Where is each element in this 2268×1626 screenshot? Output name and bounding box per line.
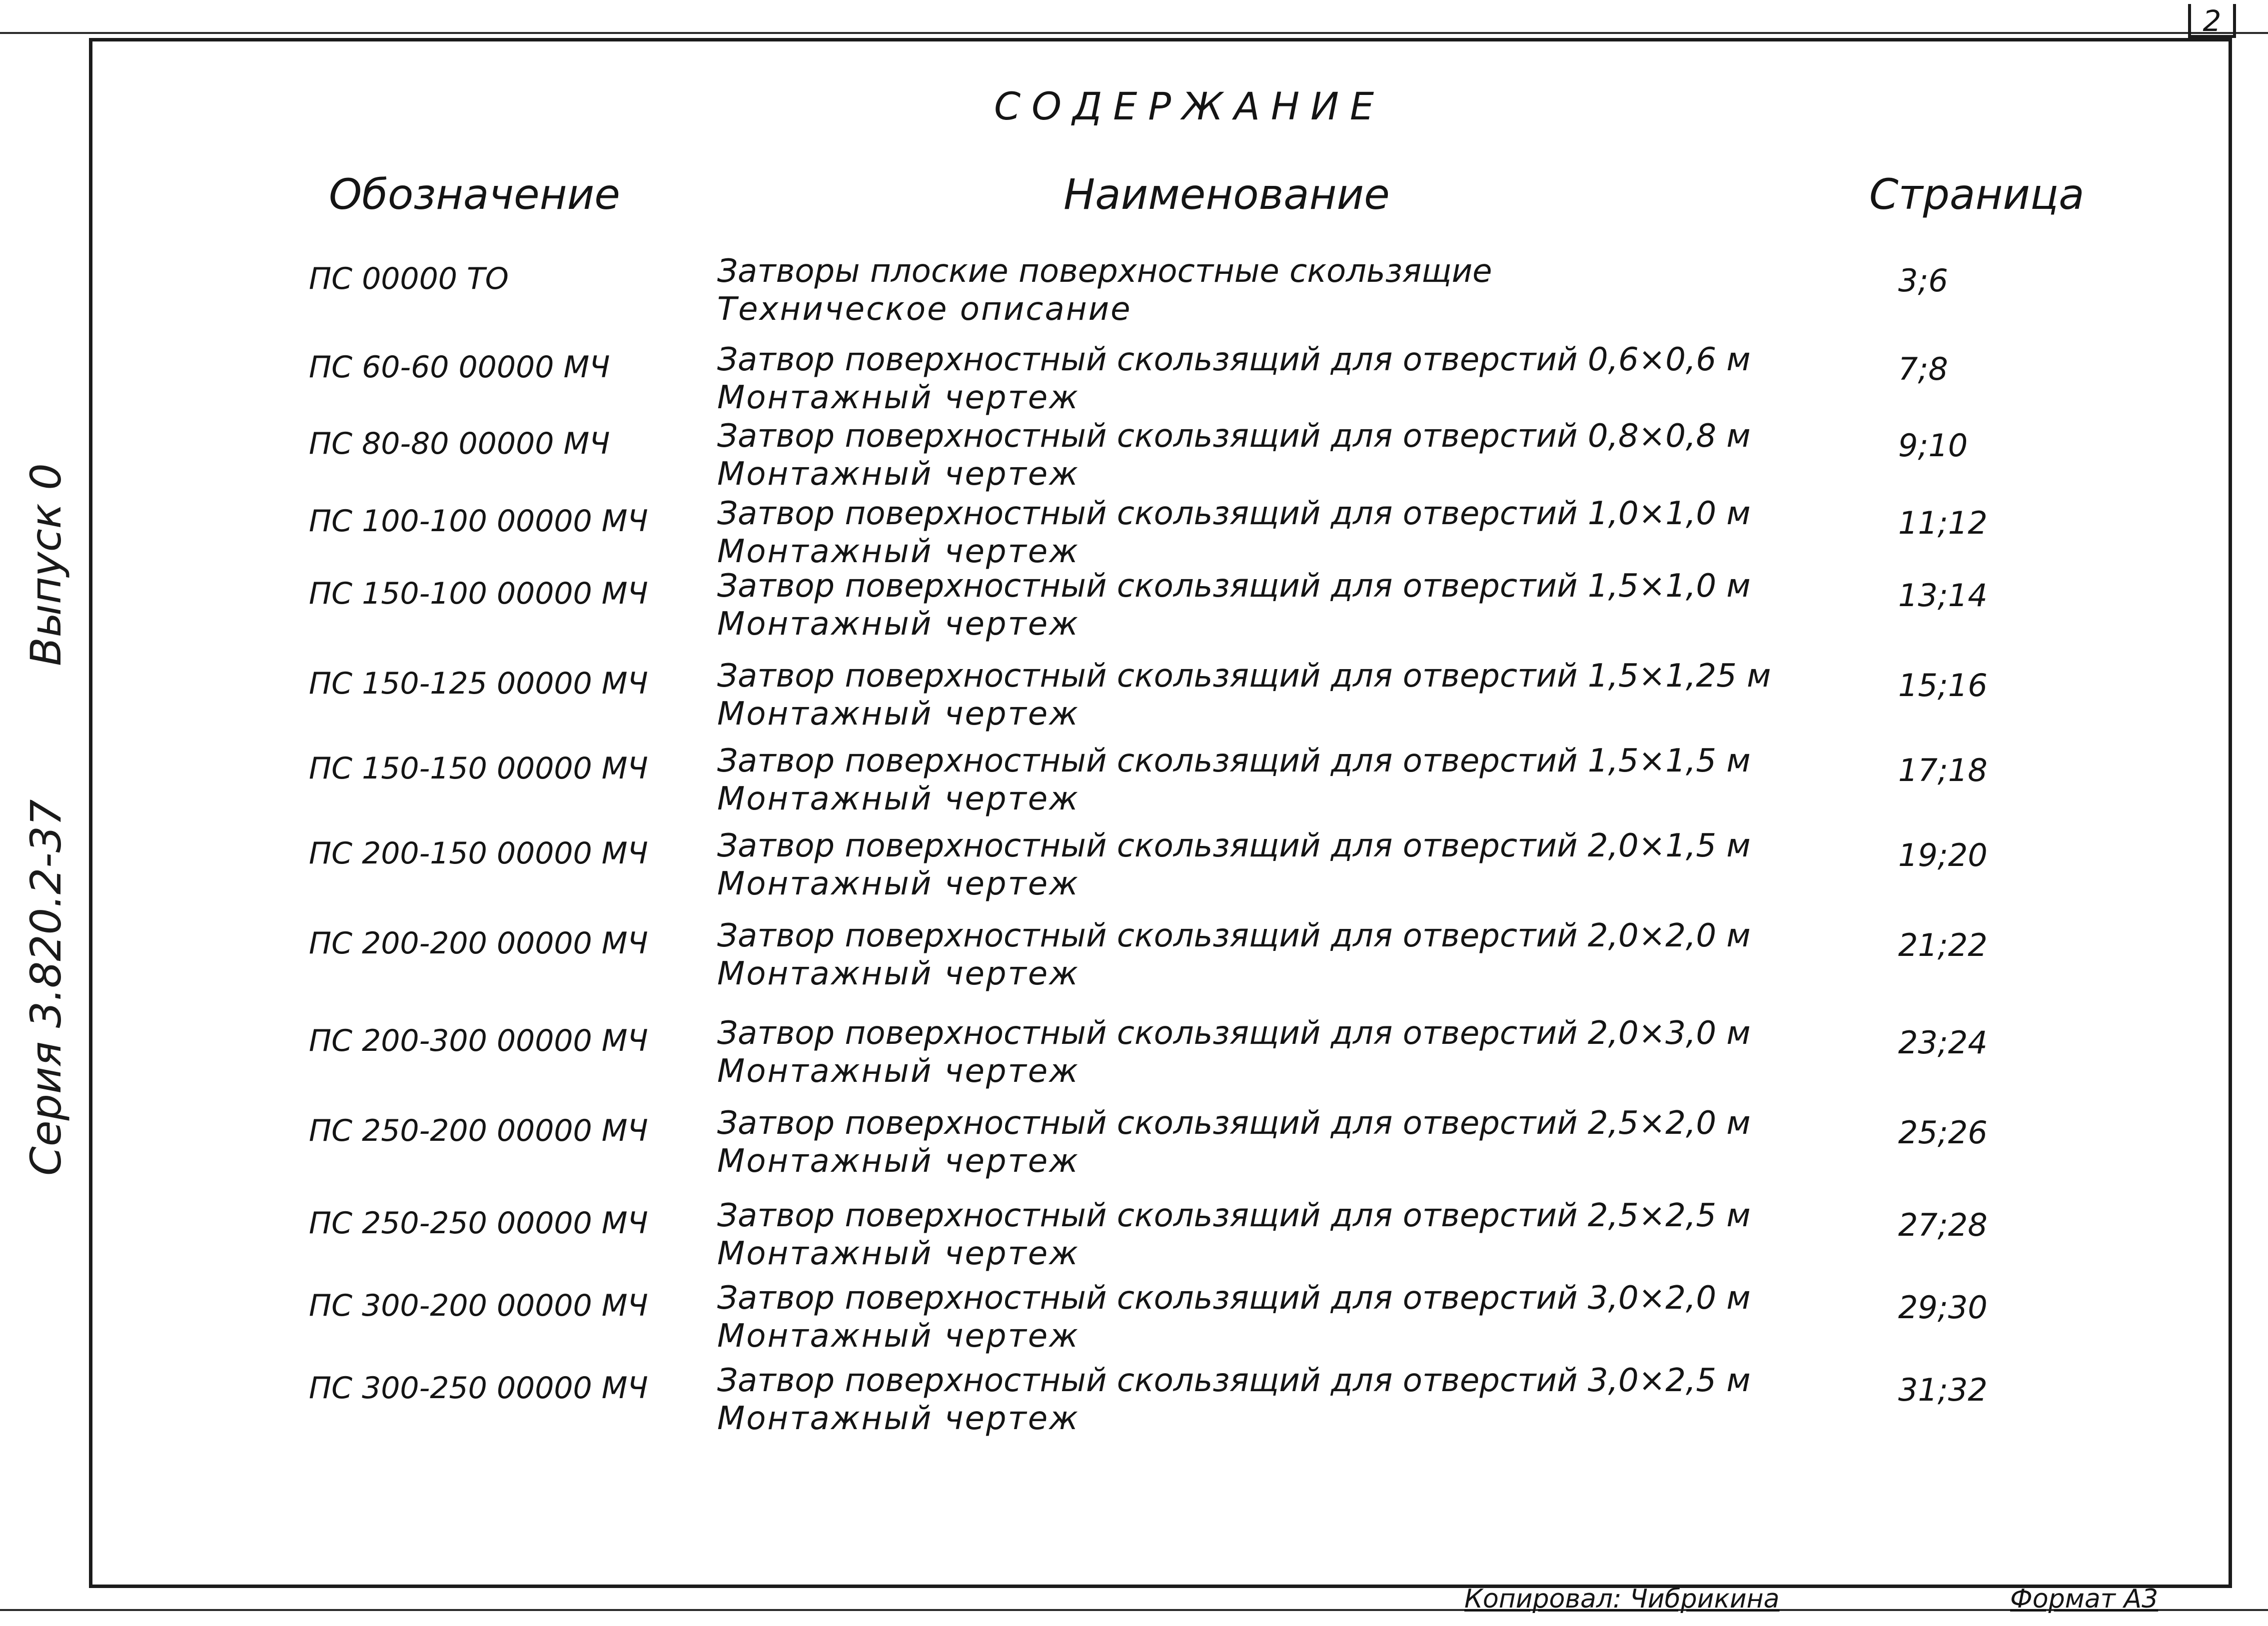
- row-title: Затвор поверхностный скользящий для отверстий 1,5×1,0 м: [717, 568, 1751, 605]
- sheet-number-box: [2188, 4, 2236, 38]
- table-row: [0, 495, 2268, 570]
- row-subtitle: Монтажный чертеж: [717, 1053, 1080, 1090]
- table-row: [0, 917, 2268, 992]
- column-header-name: Наименование: [1064, 170, 1390, 219]
- row-name: [717, 742, 1751, 818]
- row-name: [717, 252, 1492, 328]
- table-row: [0, 742, 2268, 817]
- row-pages: 25;26: [1898, 1114, 1988, 1151]
- row-subtitle: Монтажный чертеж: [717, 606, 1080, 643]
- table-row: [0, 1362, 2268, 1437]
- row-subtitle: Монтажный чертеж: [717, 1235, 1080, 1272]
- table-row: [0, 1014, 2268, 1089]
- table-row: [0, 1279, 2268, 1354]
- row-code: ПС 150-100 00000 МЧ: [309, 576, 648, 611]
- row-title: Затвор поверхностный скользящий для отверстий 0,8×0,8 м: [717, 418, 1751, 455]
- row-code: ПС 200-200 00000 МЧ: [309, 926, 648, 961]
- row-subtitle: Техническое описание: [717, 291, 1132, 328]
- row-pages: 15;16: [1898, 667, 1988, 704]
- row-subtitle: Монтажный чертеж: [717, 696, 1080, 733]
- row-subtitle: Монтажный чертеж: [717, 1318, 1080, 1355]
- table-row: [0, 567, 2268, 642]
- row-code: ПС 00000 ТО: [309, 261, 509, 296]
- row-pages: 9;10: [1898, 427, 1968, 464]
- row-title: Затворы плоские поверхностные скользящие: [717, 253, 1492, 290]
- row-title: Затвор поверхностный скользящий для отверстий 2,0×2,0 м: [717, 917, 1751, 954]
- row-name: [717, 567, 1751, 643]
- row-name: [717, 495, 1751, 571]
- row-subtitle: Монтажный чертеж: [717, 781, 1080, 817]
- row-name: [717, 1362, 1751, 1438]
- row-pages: 19;20: [1898, 837, 1988, 873]
- column-header-code: Обозначение: [329, 170, 620, 219]
- row-code: ПС 300-250 00000 МЧ: [309, 1371, 648, 1406]
- row-subtitle: Монтажный чертеж: [717, 1143, 1080, 1180]
- row-title: Затвор поверхностный скользящий для отверстий 2,5×2,0 м: [717, 1105, 1751, 1142]
- row-pages: 3;6: [1898, 262, 1948, 299]
- document-title: СОДЕРЖАНИЕ: [994, 84, 1385, 128]
- row-subtitle: Монтажный чертеж: [717, 379, 1080, 416]
- row-code: ПС 150-150 00000 МЧ: [309, 751, 648, 786]
- row-name: [717, 341, 1751, 417]
- row-name: [717, 417, 1751, 493]
- table-row: [0, 657, 2268, 732]
- row-code: ПС 200-300 00000 МЧ: [309, 1023, 648, 1058]
- row-subtitle: Монтажный чертеж: [717, 533, 1080, 570]
- row-subtitle: Монтажный чертеж: [717, 955, 1080, 992]
- row-name: [717, 657, 1771, 733]
- row-title: Затвор поверхностный скользящий для отверстий 2,0×3,0 м: [717, 1015, 1751, 1052]
- row-pages: 17;18: [1898, 752, 1988, 789]
- issue-label: Выпуск 0: [21, 463, 70, 666]
- column-header-page: Страница: [1869, 170, 2085, 219]
- row-pages: 7;8: [1898, 351, 1948, 387]
- row-title: Затвор поверхностный скользящий для отверстий 2,0×1,5 м: [717, 827, 1751, 864]
- row-name: [717, 917, 1751, 993]
- copied-by-note: Копировал: Чибрикина: [1464, 1584, 1780, 1614]
- row-subtitle: Монтажный чертеж: [717, 456, 1080, 493]
- series-label: Серия 3.820.2-37: [21, 799, 70, 1176]
- row-name: [717, 1014, 1751, 1090]
- table-row: [0, 1104, 2268, 1179]
- row-title: Затвор поверхностный скользящий для отверстий 3,0×2,5 м: [717, 1362, 1751, 1399]
- row-title: Затвор поверхностный скользящий для отверстий 3,0×2,0 м: [717, 1280, 1751, 1317]
- row-name: [717, 1197, 1751, 1273]
- row-code: ПС 200-150 00000 МЧ: [309, 836, 648, 871]
- row-name: [717, 827, 1751, 903]
- row-code: ПС 250-250 00000 МЧ: [309, 1206, 648, 1241]
- table-row: [0, 827, 2268, 902]
- row-pages: 21;22: [1898, 927, 1988, 963]
- row-title: Затвор поверхностный скользящий для отверстий 1,5×1,5 м: [717, 743, 1751, 780]
- row-code: ПС 60-60 00000 МЧ: [309, 350, 610, 385]
- row-code: ПС 80-80 00000 МЧ: [309, 426, 610, 461]
- row-title: Затвор поверхностный скользящий для отверстий 1,5×1,25 м: [717, 658, 1771, 695]
- row-subtitle: Монтажный чертеж: [717, 1400, 1080, 1437]
- row-title: Затвор поверхностный скользящий для отверстий 0,6×0,6 м: [717, 341, 1751, 378]
- row-code: ПС 300-200 00000 МЧ: [309, 1288, 648, 1323]
- row-code: ПС 100-100 00000 МЧ: [309, 504, 648, 539]
- sheet-bottom-edge-line: [0, 1609, 2268, 1611]
- row-pages: 29;30: [1898, 1289, 1988, 1326]
- row-pages: 23;24: [1898, 1024, 1988, 1061]
- row-pages: 27;28: [1898, 1207, 1988, 1243]
- sheet-top-edge-line: [0, 32, 2268, 34]
- row-pages: 13;14: [1898, 577, 1988, 614]
- row-code: ПС 250-200 00000 МЧ: [309, 1113, 648, 1148]
- row-title: Затвор поверхностный скользящий для отверстий 1,0×1,0 м: [717, 495, 1751, 532]
- row-title: Затвор поверхностный скользящий для отверстий 2,5×2,5 м: [717, 1197, 1751, 1234]
- row-name: [717, 1104, 1751, 1180]
- row-code: ПС 150-125 00000 МЧ: [309, 666, 648, 701]
- row-pages: 31;32: [1898, 1372, 1988, 1408]
- sheet-number: 2: [2203, 4, 2222, 38]
- table-row: [0, 1197, 2268, 1272]
- row-pages: 11;12: [1898, 505, 1988, 541]
- table-row: [0, 252, 2268, 327]
- row-subtitle: Монтажный чертеж: [717, 865, 1080, 902]
- row-name: [717, 1279, 1751, 1355]
- format-note: Формат А3: [2010, 1584, 2159, 1614]
- table-row: [0, 417, 2268, 492]
- table-row: [0, 341, 2268, 416]
